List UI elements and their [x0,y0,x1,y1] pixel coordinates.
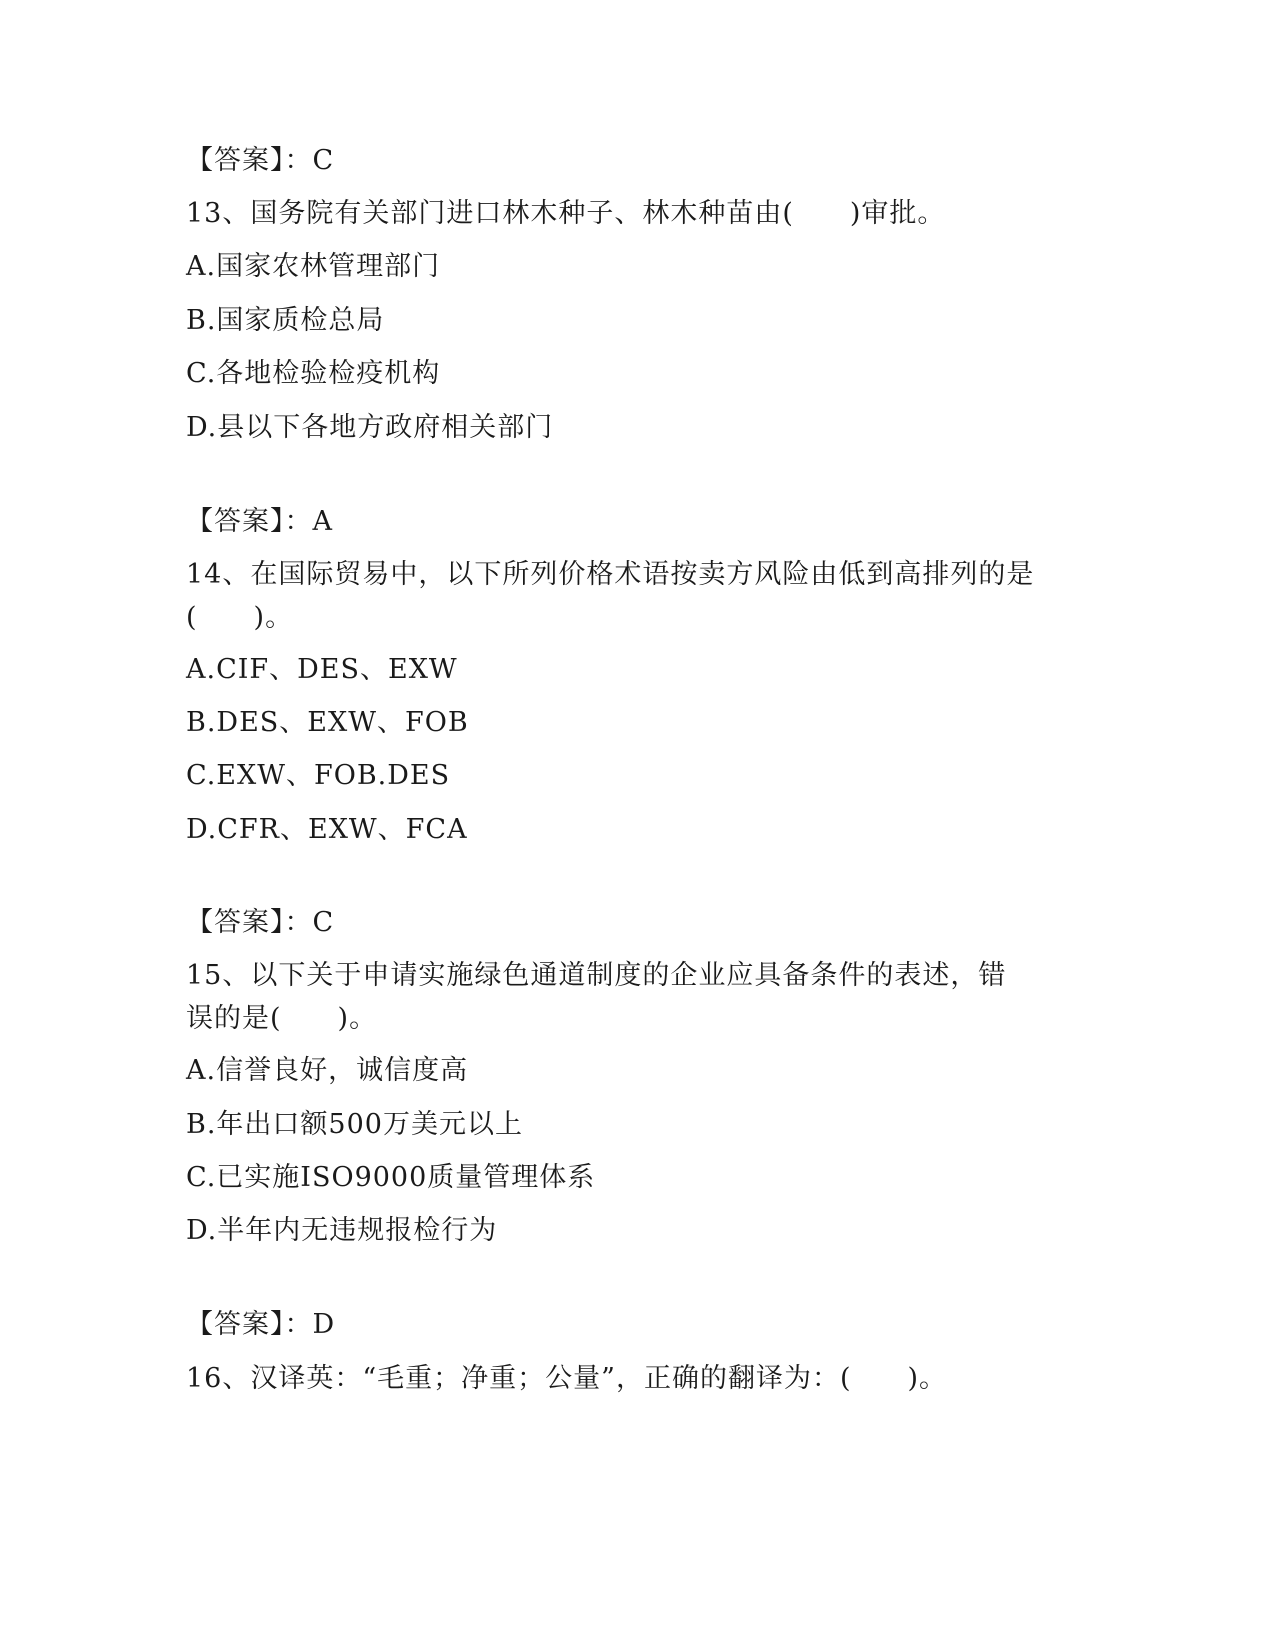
question-13: 13、国务院有关部门进口林木种子、林木种苗由( )审批。 [186,198,946,229]
option-14-d: D.CFR、EXW、FCA [186,814,468,845]
option-15-c: C.已实施ISO9000质量管理体系 [186,1162,596,1193]
option-13-c: C.各地检验检疫机构 [186,358,441,389]
option-15-b: B.年出口额500万美元以上 [186,1109,523,1140]
option-14-b: B.DES、EXW、FOB [186,707,469,738]
option-15-d: D.半年内无违规报检行为 [186,1215,498,1246]
option-15-a: A.信誉良好，诚信度高 [186,1055,469,1086]
answer-13: 【答案】：A [186,506,333,537]
answer-14: 【答案】：C [186,907,335,938]
option-13-a: A.国家农林管理部门 [186,251,441,282]
answer-12: 【答案】：C [186,145,335,176]
question-15: 15、以下关于申请实施绿色通道制度的企业应具备条件的表述，错误的是( )。 [186,960,1007,1034]
option-13-d: D.县以下各地方政府相关部门 [186,412,554,443]
question-14: 14、在国际贸易中，以下所列价格术语按卖方风险由低到高排列的是( )。 [186,559,1035,633]
option-14-c: C.EXW、FOB.DES [186,760,451,791]
question-16: 16、汉译英：“毛重；净重；公量”，正确的翻译为：( )。 [186,1363,948,1394]
answer-15: 【答案】：D [186,1309,336,1340]
option-14-a: A.CIF、DES、EXW [186,654,458,685]
option-13-b: B.国家质检总局 [186,305,385,336]
